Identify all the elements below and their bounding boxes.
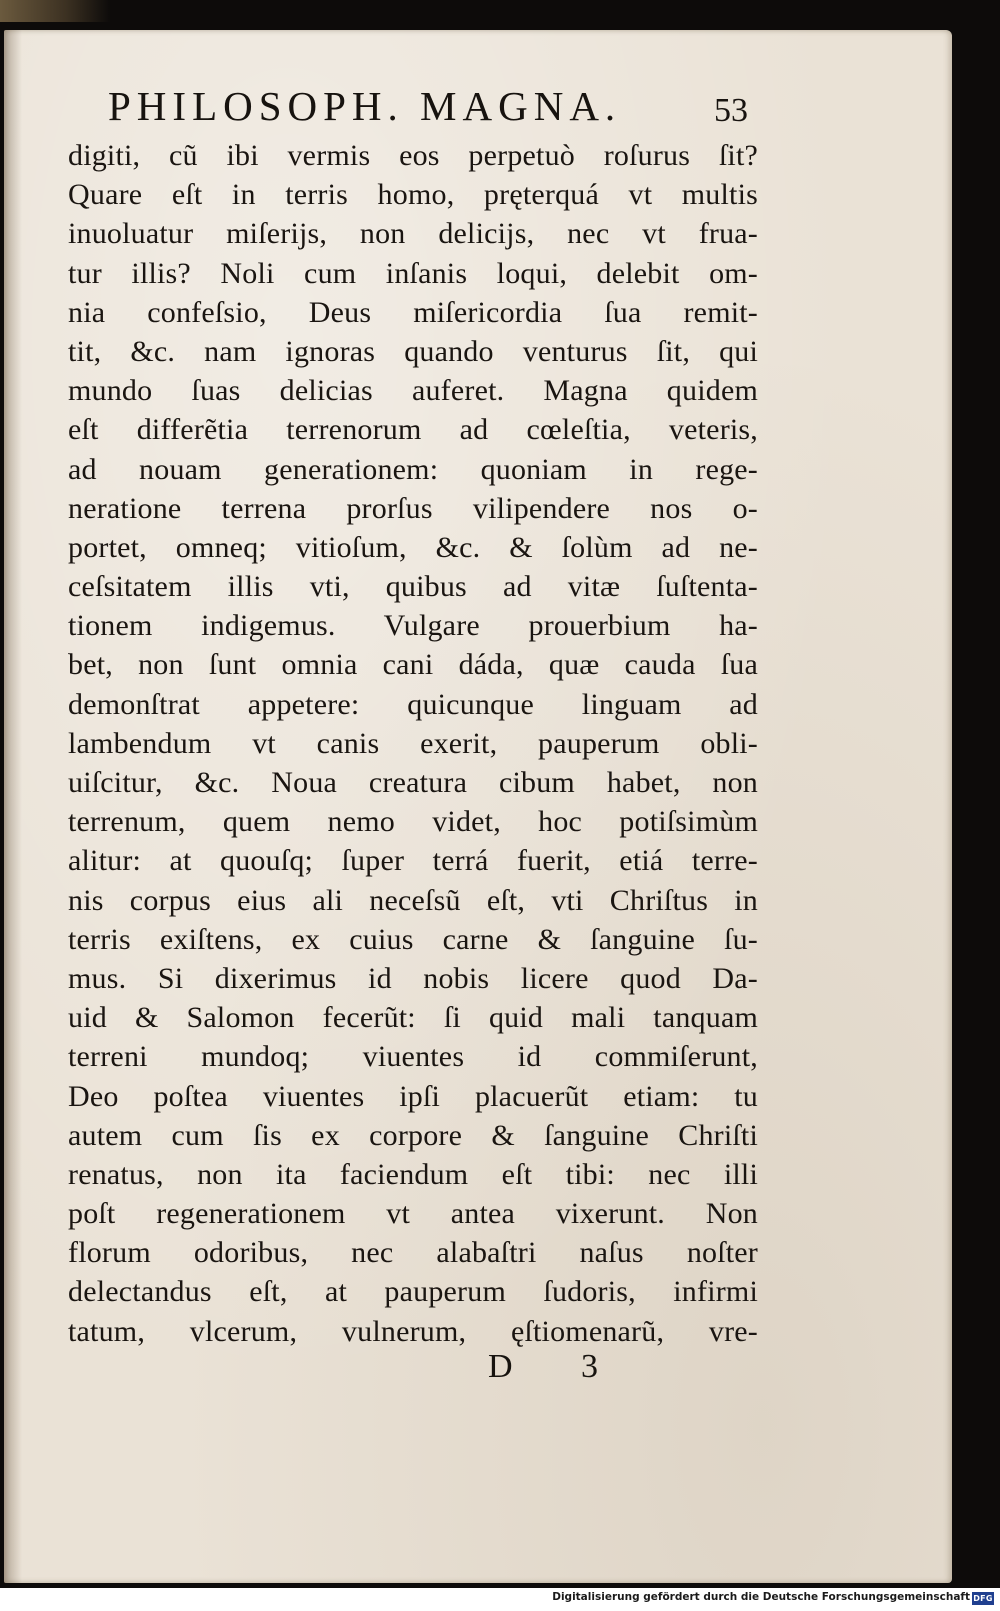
- text-line: mundo ſuas delicias auferet. Magna quidem: [68, 374, 758, 408]
- text-line: neratione terrena prorſus vilipendere nos o-: [68, 491, 758, 525]
- text-line: tur illis? Noli cum inſanis loqui, delebit om-: [68, 256, 758, 290]
- text-line: eſt differẽtia terrenorum ad cœleſtia, veteris,: [68, 413, 758, 447]
- running-head: PHILOSOPH. MAGNA.: [108, 83, 622, 129]
- text-line: alitur: at quouſq; ſuper terrá fuerit, etiá terre-: [68, 844, 758, 878]
- text-line: lambendum vt canis exerit, pauperum obli-: [68, 726, 758, 760]
- text-line: nis corpus eius ali neceſsũ eſt, vti Chriſtus in: [68, 883, 758, 917]
- dfg-logo-icon: DFG: [973, 1594, 993, 1603]
- page-gutter-shadow: [4, 30, 22, 1583]
- text-line: ad nouam generationem: quoniam in rege-: [68, 452, 758, 486]
- body-text: [68, 136, 758, 1351]
- text-line: florum odoribus, nec alabaſtri naſus noſter: [68, 1236, 758, 1270]
- text-line: tionem indigemus. Vulgare prouerbium ha-: [68, 609, 758, 643]
- book-cover-edge: [0, 0, 110, 22]
- text-line: tit, &c. nam ignoras quando venturus ſit, qui: [68, 334, 758, 368]
- page-number: 53: [714, 92, 748, 129]
- text-line: poſt regenerationem vt antea vixerunt. Non: [68, 1197, 758, 1231]
- text-line: bet, non ſunt omnia cani dáda, quæ cauda ſua: [68, 648, 758, 682]
- signature-mark: D 3: [488, 1348, 629, 1385]
- text-line: digiti, cũ ibi vermis eos perpetuò roſurus ſit?: [68, 139, 758, 172]
- text-line: portet, omneq; vitioſum, &c. & ſolùm ad ne-: [68, 530, 758, 564]
- text-line: terreni mundoq; viuentes id commiſerunt,: [68, 1040, 758, 1074]
- text-line: ceſsitatem illis vti, quibus ad vitæ ſuſtenta-: [68, 570, 758, 604]
- footer-credit: Digitalisierung gefördert durch die Deutsche Forschungsgemeinschaft: [552, 1591, 970, 1603]
- text-line: inuoluatur miſerijs, non delicijs, nec vt frua-: [68, 217, 758, 251]
- text-line: uiſcitur, &c. Noua creatura cibum habet, non: [68, 766, 758, 799]
- text-line: terris exiſtens, ex cuius carne & ſanguine ſu-: [68, 922, 758, 956]
- text-line: mus. Si dixerimus id nobis licere quod Da-: [68, 961, 758, 995]
- footer-bar: [0, 1588, 1000, 1611]
- text-line: Quare eſt in terris homo, pręterquá vt multis: [68, 178, 758, 212]
- text-line: autem cum ſis ex corpore & ſanguine Chriſti: [68, 1118, 758, 1152]
- text-line: tatum, vlcerum, vulnerum, ęſtiomenarũ, vre-: [68, 1314, 758, 1348]
- text-line: delectandus eſt, at pauperum ſudoris, infirmi: [68, 1275, 758, 1309]
- text-line: terrenum, quem nemo videt, hoc potiſsimùm: [68, 805, 758, 839]
- text-line: demonſtrat appetere: quicunque linguam ad: [68, 687, 758, 721]
- text-line: nia confeſsio, Deus miſericordia ſua remit-: [68, 295, 758, 329]
- text-line: renatus, non ita faciendum eſt tibi: nec illi: [68, 1157, 758, 1191]
- text-line: uid & Salomon fecerũt: ſi quid mali tanquam: [68, 1001, 758, 1035]
- text-line: Deo poſtea viuentes ipſi placuerũt etiam: tu: [68, 1079, 758, 1113]
